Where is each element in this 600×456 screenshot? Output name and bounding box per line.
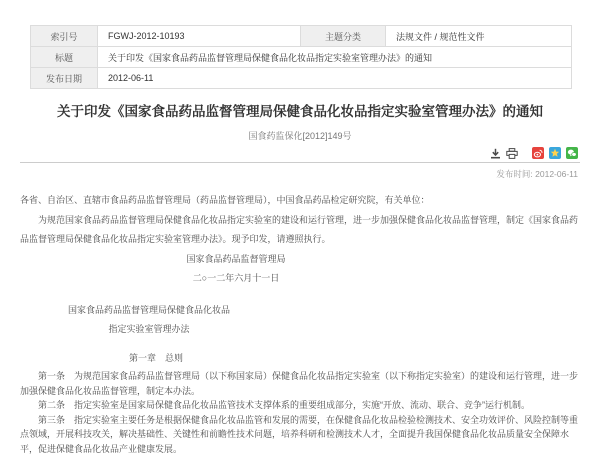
wechat-share-icon[interactable] <box>566 147 578 159</box>
title-label: 标题 <box>31 47 98 68</box>
divider <box>20 162 580 163</box>
table-row <box>31 26 572 47</box>
title-value: 关于印发《国家食品药品监督管理局保健食品化妆品指定实验室管理办法》的通知 <box>98 47 572 68</box>
article-content <box>20 103 580 456</box>
document-number: 国食药监保化[2012]149号 <box>20 129 580 142</box>
subject-category-label: 主题分类 <box>301 26 386 47</box>
metadata-table <box>30 25 572 89</box>
action-toolbar <box>20 147 580 159</box>
regulation-articles <box>20 369 580 456</box>
qzone-share-icon[interactable] <box>549 147 561 159</box>
page-title: 关于印发《国家食品药品监督管理局保健食品化妆品指定实验室管理办法》的通知 <box>20 103 580 120</box>
article-body <box>20 191 580 456</box>
intro-paragraph: 为规范国家食品药品监督管理局保健食品化妆品指定实验室的建设和运行管理，进一步加强保健食品化妆品监督管理，制定《国家食品药品监督管理局保健食品化妆品指定实验室管理办法》。现予印发，请遵照执行。 <box>20 211 580 250</box>
signature-block <box>20 250 452 289</box>
article-2: 第二条 指定实验室是国家局保健食品化妆品监管技术支撑体系的重要组成部分，实施“开放、流动、联合、竞争”运行机制。 <box>20 398 580 413</box>
signature-date: 二○一二年六月十一日 <box>20 269 452 289</box>
regulation-title-line1: 国家食品药品监督管理局保健食品化妆品 <box>20 301 278 321</box>
print-icon[interactable] <box>506 148 518 159</box>
index-number-label: 索引号 <box>31 26 98 47</box>
salutation-line: 各省、自治区、直辖市食品药品监督管理局（药品监督管理局），中国食品药品检定研究院，有关单位： <box>20 191 580 211</box>
regulation-title-line2: 指定实验室管理办法 <box>20 320 278 340</box>
table-row <box>31 47 572 68</box>
publish-time: 发布时间: 2012-06-11 <box>20 168 580 180</box>
article-1: 第一条 为规范国家食品药品监督管理局（以下称国家局）保健食品化妆品指定实验室（以下称指定实验室）的建设和运行管理，进一步加强保健食品化妆品监督管理，制定本办法。 <box>20 369 580 398</box>
publish-date-label: 发布日期 <box>31 68 98 89</box>
download-icon[interactable] <box>490 148 501 159</box>
subject-category-value: 法规文件 / 规范性文件 <box>386 26 572 47</box>
chapter-heading: 第一章 总则 <box>20 349 292 369</box>
publish-date-value: 2012-06-11 <box>98 68 572 89</box>
table-row <box>31 68 572 89</box>
weibo-share-icon[interactable] <box>532 147 544 159</box>
regulation-title-block <box>20 301 278 340</box>
article-3: 第三条 指定实验室主要任务是根据保健食品化妆品监管和发展的需要，在保健食品化妆品检验检测技术、安全功效评价、风险控制等重点领域，开展科技攻关，解决基础性、关键性和前瞻性技术问题，培养科研和检测技术人才，全面提升我国保健食品化妆品质量安全保障水平，促进保健食品化妆品产业健康发展。 <box>20 413 580 456</box>
index-number-value: FGWJ-2012-10193 <box>98 26 301 47</box>
signer-name: 国家食品药品监督管理局 <box>20 250 452 270</box>
